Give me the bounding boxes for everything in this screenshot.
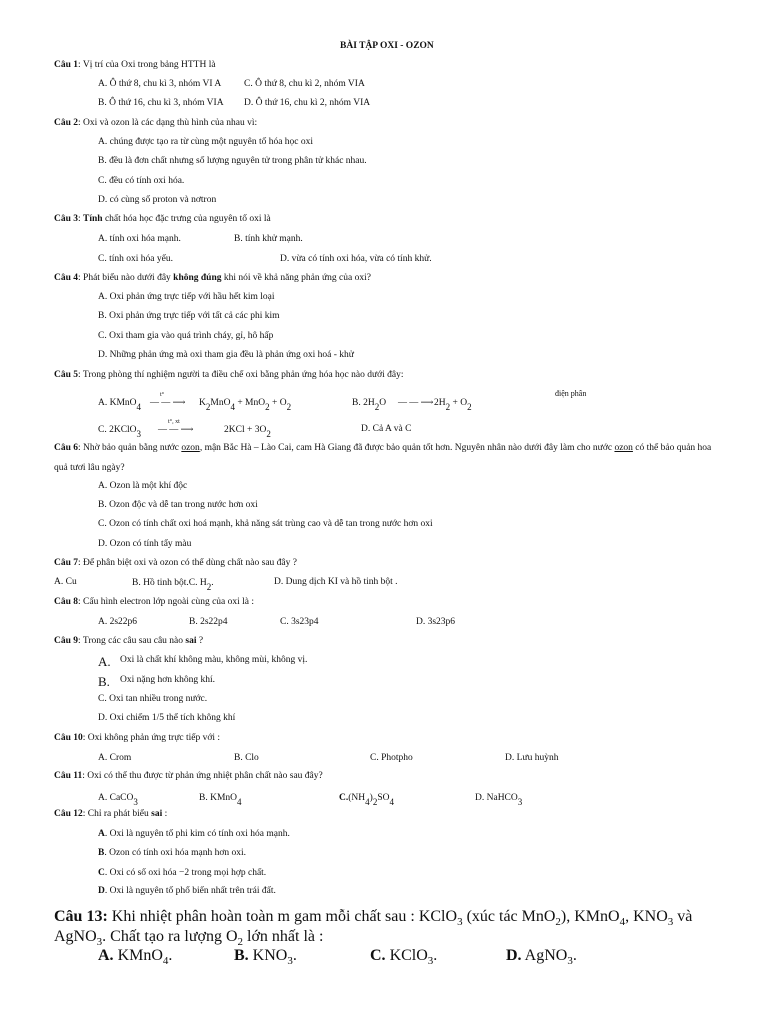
option-letter: C <box>98 868 105 878</box>
question-label: Câu 4 <box>54 273 79 283</box>
q8-option-b: B. 2s22p4 <box>189 617 228 627</box>
formula: + O <box>269 398 287 408</box>
q8-option-c: C. 3s23p4 <box>280 617 319 627</box>
question-text: : Vị trí của Oxi trong bảng HTTH là <box>78 60 216 70</box>
question-text: . Chất tạo ra lượng O <box>102 928 238 945</box>
question-10 <box>54 732 220 744</box>
q2-option-c: C. đều có tính oxi hóa. <box>98 176 185 186</box>
q10-option-a: A. Crom <box>98 753 132 763</box>
question-1 <box>54 59 216 71</box>
formula: A. KMnO <box>98 398 137 408</box>
q3-option-a: A. tính oxi hóa mạnh. <box>98 234 181 244</box>
q7-option-a: A. Cu <box>54 577 77 587</box>
question-7 <box>54 557 297 569</box>
option-letter: A <box>98 829 105 839</box>
q13-option-d <box>506 946 577 971</box>
arrow-condition: t°, xt <box>168 419 180 425</box>
subscript: 3 <box>136 429 142 439</box>
formula: (NH <box>348 793 366 803</box>
arrow-condition: t° <box>160 392 165 398</box>
question-3: Câu 3: Tính chất hóa học đặc trưng của nguyên tố oxi là <box>54 214 271 224</box>
formula: . <box>433 947 438 964</box>
option-text: . Oxi là nguyên tố phi kim có tính oxi hóa mạnh. <box>104 829 290 839</box>
q8-option-d: D. 3s23p6 <box>416 617 456 627</box>
question-text: : Oxi và ozon là các dạng thù hình của nhau vì: <box>78 118 258 128</box>
subscript: 2 <box>467 402 472 412</box>
q12-option-d <box>98 885 276 897</box>
q10-option-d: D. Lưu huỳnh <box>505 753 559 763</box>
question-text-end: : <box>162 809 168 819</box>
question-label: Câu 12 <box>54 809 83 819</box>
question-bold: không đúng <box>173 273 222 283</box>
question-12 <box>54 808 167 820</box>
question-text: : Trong phòng thí nghiệm người ta điều chế oxi bằng phản ứng hóa học nào dưới đây: <box>78 370 404 380</box>
question-label: Câu 7 <box>54 558 79 568</box>
q2-option-d: D. có cùng số proton và nơtron <box>98 195 217 205</box>
formula: 2H <box>434 398 446 408</box>
question-text: Khi nhiệt phân hoàn toàn m gam mỗi chất sau : KClO <box>107 908 458 925</box>
q4-option-c: C. Oxi tham gia vào quá trình cháy, gỉ, hô hấp <box>98 331 274 341</box>
q1-option-a: A. Ô thứ 8, chu kì 3, nhóm VI A <box>98 79 222 89</box>
q4-option-a: A. Oxi phản ứng trực tiếp với hầu hết kim loại <box>98 292 275 302</box>
q12-option-b <box>98 847 246 859</box>
subscript: 4 <box>365 797 370 807</box>
question-text: : Oxi không phản ứng trực tiếp với : <box>82 733 221 743</box>
subscript: 2 <box>205 402 211 412</box>
question-6-cont: quả tươi lâu ngày? <box>54 463 125 473</box>
question-bold: sai <box>185 636 197 646</box>
q5-option-c <box>98 423 142 439</box>
q3-option-c: C. tính oxi hóa yếu. <box>98 254 173 264</box>
question-text: AgNO <box>54 928 97 945</box>
q6-option-a: A. Ozon là một khí độc <box>98 481 188 491</box>
q11-option-a <box>98 791 138 807</box>
catalyst-arrow: t°, xt — — ⟶ <box>158 423 193 435</box>
question-text: : Oxi có thể thu được từ phản ứng nhiệt phân chất nào sau đây? <box>82 771 323 781</box>
q9-option-c: C. Oxi tan nhiều trong nước. <box>98 694 208 704</box>
formula: + O <box>450 398 468 408</box>
option-letter: A. <box>98 947 114 964</box>
subscript: 4 <box>162 955 169 968</box>
question-text: (xúc tác MnO <box>462 908 556 925</box>
formula: KClO <box>385 947 428 964</box>
q9-option-a-letter: A. <box>98 654 111 669</box>
formula: O <box>379 398 387 408</box>
option-letter: C. <box>370 947 386 964</box>
q1-option-b: B. Ô thứ 16, chu kì 3, nhóm VIA <box>98 98 224 108</box>
subscript: 2 <box>206 582 212 592</box>
formula: ) <box>369 793 373 803</box>
q5-option-c-products <box>224 423 271 439</box>
subscript: 3 <box>427 955 434 968</box>
option-letter: B. <box>234 947 249 964</box>
subscript: 3 <box>567 955 573 968</box>
subscript: 2 <box>445 402 451 412</box>
formula: . <box>211 578 214 588</box>
question-5 <box>54 369 404 381</box>
q10-option-c: C. Photpho <box>370 753 413 763</box>
q5-option-d: D. Cả A và C <box>361 424 412 434</box>
subscript: 3 <box>457 916 463 929</box>
question-bold: sai <box>151 809 163 819</box>
subscript: 3 <box>667 916 674 929</box>
formula: B. KMnO <box>199 793 238 803</box>
formula: A. CaCO <box>98 793 134 803</box>
option-text: . Ozon có tính oxi hóa mạnh hơn oxi. <box>104 848 247 858</box>
q4-option-b: B. Oxi phản ứng trực tiếp với tất cả các phi kim <box>98 311 280 321</box>
q3-option-d: D. vừa có tính oxi hóa, vừa có tính khử. <box>280 254 432 264</box>
question-bold: Tính <box>83 214 103 224</box>
q4-option-d: D. Những phản ứng mà oxi tham gia đều là phản ứng oxi hoá - khử <box>98 350 354 360</box>
subscript: 4 <box>136 402 142 412</box>
question-text: , mận Bắc Hà – Lào Cai, cam Hà Giang đã được bảo quản tốt hơn. Nguyên nhân nào dưới đây làm cho nước <box>199 443 615 453</box>
option-text: . Oxi có số oxi hóa −2 trong mọi hợp chất. <box>104 868 267 878</box>
heat-arrow: t° — — ⟶ <box>150 396 185 408</box>
question-text: có thể bảo quản hoa <box>632 443 712 453</box>
q5-option-b-products <box>434 396 472 412</box>
electrolysis-arrow: — — ⟶ <box>398 397 434 407</box>
question-label: Câu 1 <box>54 60 79 70</box>
question-text: và <box>673 908 693 925</box>
question-9 <box>54 635 203 647</box>
q5-option-a-products <box>199 396 292 412</box>
underlined-word: ozon <box>614 443 633 453</box>
subscript: 4 <box>230 402 235 412</box>
subscript: 3 <box>287 955 293 968</box>
subscript: 4 <box>237 797 242 807</box>
q12-option-c <box>98 867 266 879</box>
question-text: : Cấu hình electron lớp ngoài cùng của oxi là : <box>78 597 255 607</box>
formula: KNO <box>248 947 288 964</box>
subscript: 2 <box>286 402 292 412</box>
question-label: Câu 11 <box>54 771 83 781</box>
option-letter: D. <box>506 947 522 964</box>
question-label: Câu 3 <box>54 214 79 224</box>
subscript: 2 <box>266 429 271 439</box>
q11-option-c <box>339 791 394 807</box>
question-text: ), KMnO <box>560 908 620 925</box>
question-text-end: khi nói về khả năng phản ứng của oxi? <box>221 273 371 283</box>
question-text: chất hóa học đặc trưng của nguyên tố oxi là <box>102 214 271 224</box>
subscript: 3 <box>133 797 138 807</box>
formula: C. 2KClO <box>98 425 137 435</box>
formula: 2KCl + 3O <box>224 425 267 435</box>
q3-option-b: B. tính khử mạnh. <box>234 234 303 244</box>
question-6 <box>54 442 711 454</box>
q11-option-d <box>475 791 523 807</box>
question-label: Câu 9 <box>54 636 79 646</box>
subscript: 2 <box>374 402 380 412</box>
subscript: 4 <box>619 916 626 929</box>
q13-option-a <box>98 946 172 971</box>
question-label: Câu 13: <box>54 908 108 925</box>
q7-option-d: D. Dung dịch KI và hồ tinh bột . <box>274 577 398 587</box>
q9-option-d: D. Oxi chiếm 1/5 thể tích không khí <box>98 713 236 723</box>
question-text: : Để phân biệt oxi và ozon có thể dùng chất nào sau đây ? <box>78 558 297 568</box>
formula: K <box>199 398 206 408</box>
formula: KMnO <box>113 947 163 964</box>
q2-option-b: B. đều là đơn chất nhưng số lượng nguyên tử trong phân tử khác nhau. <box>98 156 367 166</box>
formula: D. NaHCO <box>475 793 518 803</box>
q13-option-c <box>370 946 437 971</box>
option-text: . Oxi là nguyên tố phổ biến nhất trên trái đất. <box>104 886 276 896</box>
formula: AgNO <box>521 947 568 964</box>
formula: SO <box>377 793 390 803</box>
question-text: , KNO <box>625 908 668 925</box>
question-11 <box>54 770 323 782</box>
question-2 <box>54 117 257 129</box>
question-label: Câu 10 <box>54 733 83 743</box>
question-text: : Trong các câu sau câu nào <box>78 636 186 646</box>
q11-option-b <box>199 791 242 807</box>
question-text-end: ? <box>196 636 204 646</box>
option-letter: D <box>98 886 105 896</box>
q9-option-b-letter: B. <box>98 674 110 689</box>
question-label: Câu 6 <box>54 443 79 453</box>
q7-option-b <box>132 576 214 592</box>
q8-option-a: A. 2s22p6 <box>98 617 138 627</box>
formula: . <box>572 947 577 964</box>
q6-option-d: D. Ozon có tính tẩy màu <box>98 539 192 549</box>
subscript: 3 <box>517 797 523 807</box>
question-text: : Chỉ ra phát biểu <box>82 809 152 819</box>
question-4 <box>54 272 371 284</box>
subscript: 3 <box>96 936 103 949</box>
q1-option-c: C. Ô thứ 8, chu kì 2, nhóm VIA <box>244 79 365 89</box>
question-text: : Nhờ bảo quản bằng nước <box>78 443 182 453</box>
page-title: BÀI TẬP OXI - OZON <box>340 41 434 51</box>
q6-option-c: C. Ozon có tính chất oxi hoá mạnh, khả năng sát trùng cao và dễ tan trong nước hơn oxi <box>98 519 433 529</box>
q5-option-a <box>98 396 142 412</box>
question-8 <box>54 596 254 608</box>
formula: . <box>168 947 173 964</box>
q6-option-b: B. Ozon độc và dễ tan trong nước hơn oxi <box>98 500 258 510</box>
subscript: 2 <box>265 402 270 412</box>
subscript: 4 <box>389 797 394 807</box>
question-text: lớn nhất là : <box>243 928 324 945</box>
q1-option-d: D. Ô thứ 16, chu kì 2, nhóm VIA <box>244 98 371 108</box>
subscript: 2 <box>237 936 243 949</box>
question-label: Câu 2 <box>54 118 79 128</box>
question-label: Câu 5 <box>54 370 79 380</box>
q9-option-b: Oxi nặng hơn không khí. <box>120 675 216 685</box>
q5-option-b <box>352 396 387 412</box>
subscript: 2 <box>372 797 378 807</box>
question-label: Câu 8 <box>54 597 79 607</box>
question-text: : Phát biểu nào dưới đây <box>78 273 174 283</box>
dien-phan-label: điện phân <box>555 389 587 398</box>
underlined-word: ozon <box>181 443 200 453</box>
subscript: 2 <box>555 916 561 929</box>
q13-option-b <box>234 946 297 971</box>
q2-option-a: A. chúng được tạo ra từ cùng một nguyên tố hóa học oxi <box>98 137 314 147</box>
formula: + MnO <box>234 398 266 408</box>
option-letter: C. <box>339 793 349 803</box>
formula: B. 2H <box>352 398 375 408</box>
formula: . <box>292 947 297 964</box>
formula: MnO <box>210 398 231 408</box>
q9-option-a: Oxi là chất khí không màu, không mùi, không vị. <box>120 655 308 665</box>
option-letter: B <box>98 848 105 858</box>
q10-option-b: B. Clo <box>234 753 259 763</box>
q12-option-a <box>98 828 290 840</box>
formula: B. Hồ tinh bột.C. H <box>132 578 207 588</box>
